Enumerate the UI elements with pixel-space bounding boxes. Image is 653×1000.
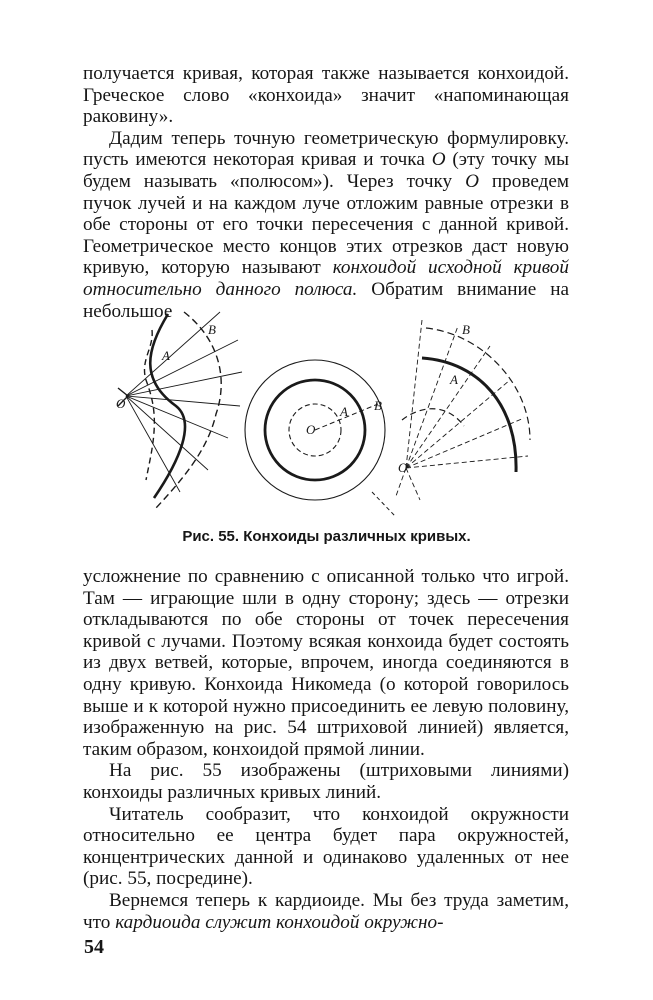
paragraph-text: Читатель сообразит, что конхоидой окружности относительно ее центра будет пара окружностей, концентрических данной и одинаково удаленных от нее (рис. 55, посредине). (83, 803, 569, 890)
paragraph-text: Дадим теперь точную геометрическую формулировку. пусть имеются некоторая кривая и точка (83, 127, 569, 171)
figure-55-conchoids (110, 310, 540, 520)
paragraph (83, 890, 569, 933)
paragraph-text: (эту точку мы будем называть «полюсом»). Через точку (83, 149, 569, 192)
middle-label-a: A (340, 404, 348, 419)
right-label-b: B (462, 322, 470, 337)
definition-italic: конхоидой исходной кривой относительно данного полюса. (83, 257, 569, 300)
text-block-bottom (83, 566, 569, 933)
paragraph (83, 566, 569, 760)
right-outer-conchoid (426, 328, 530, 440)
paragraph-text: Вернемся теперь к кардиоиде. Мы без труда заметим, что (83, 889, 569, 933)
paragraph (83, 760, 569, 803)
point-o-italic: O (465, 170, 479, 192)
left-label-a: A (162, 348, 170, 363)
paragraph-text: проведем пучок лучей и на каждом луче отложим равные отрезки в обе стороны от его точки пересечения с данной кривой. Геометрическое место концов этих отрезков даст новую кривую, которую называют (83, 170, 570, 279)
left-label-b: B (208, 322, 216, 337)
paragraph-text: усложнение по сравнению с описанной только что игрой. Там — играющие шли в одну сторону; здесь — отрезки откладываются по обе стороны от точек пересечения кривой с лучами. Поэтому всякая конхоида будет состоять из двух ветвей, которые, впрочем, иногда соединяются в одну кривую. Конхоида Никомеда (о которой говорилось выше и к которой нужно присоединить ее левую половину, изображенную на рис. 54 штриховой линией) является, таким образом, конхоидой прямой линии. (83, 566, 569, 760)
left-conchoid-diagram (116, 312, 242, 508)
middle-label-b: B (374, 398, 382, 413)
figure-caption: Рис. 55. Конхоиды различных кривых. (182, 528, 471, 545)
paragraph (83, 804, 569, 890)
left-label-o: O (116, 396, 126, 411)
paragraph-text: получается кривая, которая также называется конхоидой. Греческое слово «конхоида» значит «напоминающая раковину». (83, 63, 569, 128)
point-o-italic: O (431, 149, 446, 171)
left-rays (126, 312, 242, 492)
right-label-a: A (450, 372, 458, 387)
paragraph-text: На рис. 55 изображены (штриховыми линиями) конхоиды различных кривых линий. (83, 760, 569, 803)
page-number: 54 (84, 936, 104, 958)
paragraph-text: Обратим внимание на небольшое (83, 278, 569, 322)
right-label-o: O (398, 460, 408, 475)
paragraph (83, 63, 569, 128)
definition-italic: кардиоида служит конхоидой окружно- (115, 911, 444, 933)
right-rays (396, 320, 528, 500)
middle-conchoid-diagram (245, 360, 395, 516)
middle-label-o: O (306, 422, 316, 437)
right-conchoid-diagram (396, 320, 530, 500)
text-block-top (83, 63, 569, 322)
paragraph (83, 128, 569, 322)
left-inner-conchoid (144, 330, 154, 480)
